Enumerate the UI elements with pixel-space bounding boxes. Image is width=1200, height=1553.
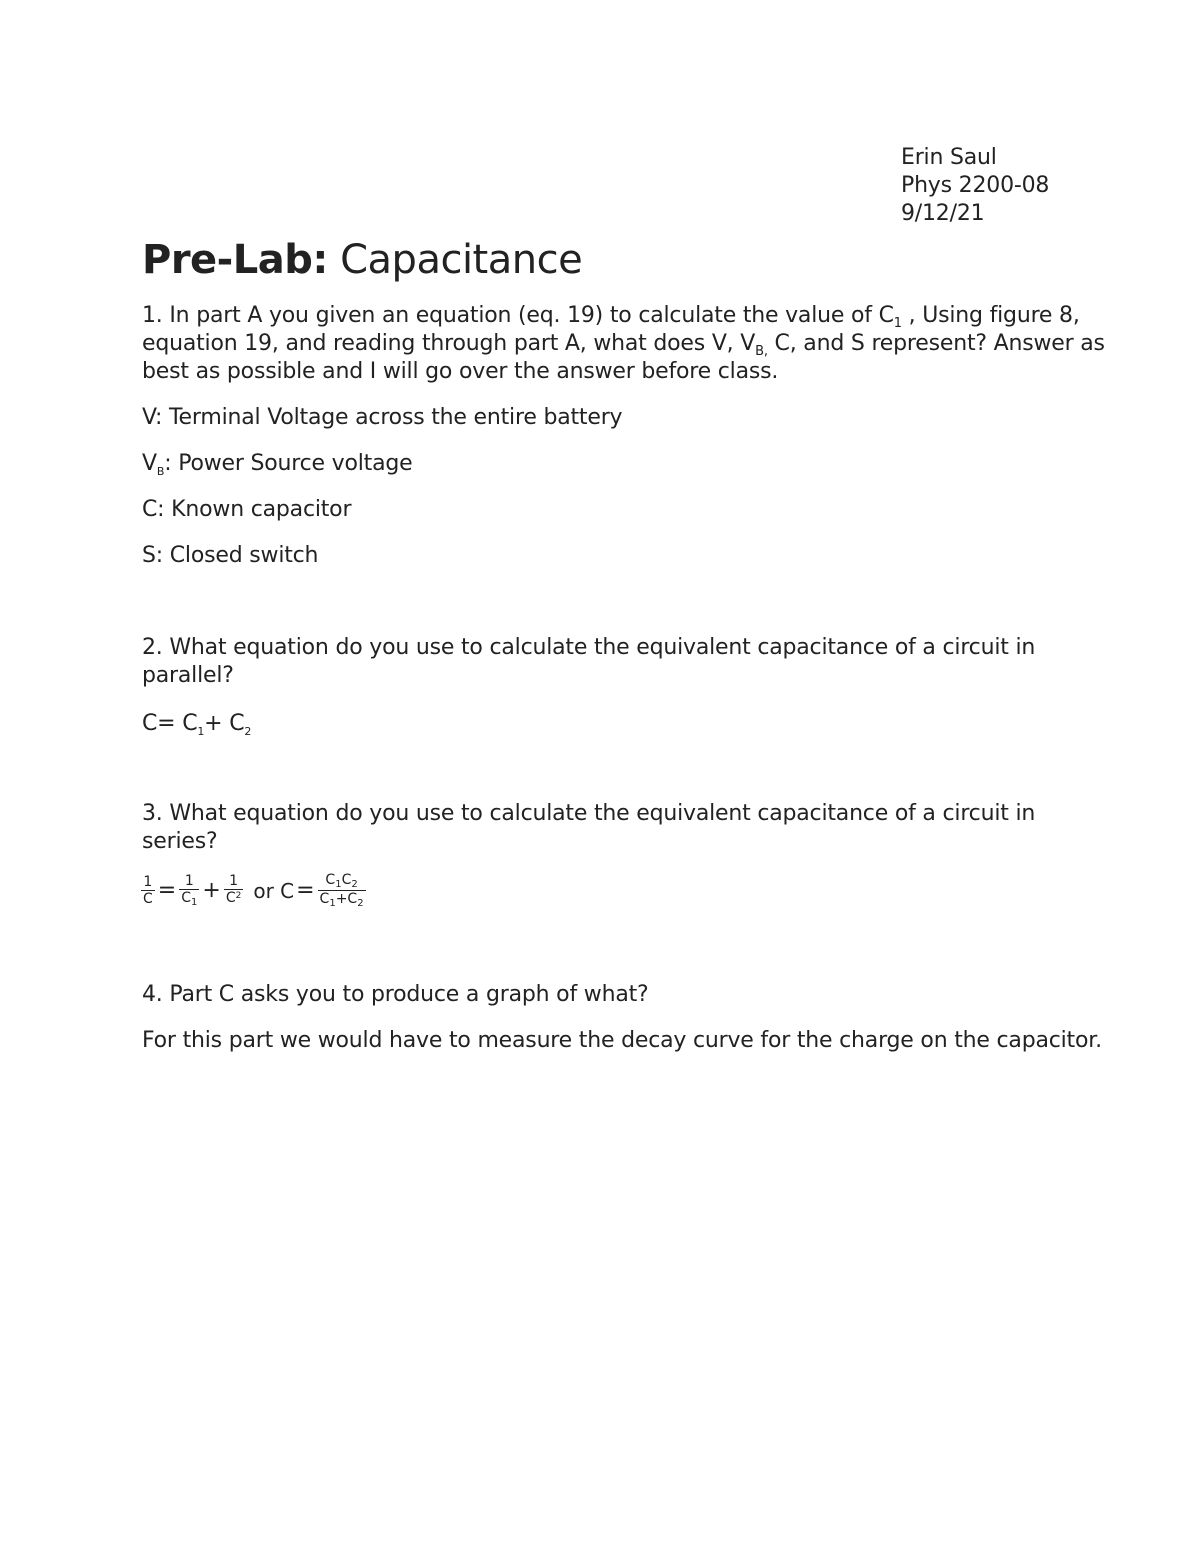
- answer-s: S: Closed switch: [142, 543, 319, 568]
- q1-line-2-subscript: B,: [755, 344, 768, 359]
- q3-line-2: series?: [142, 829, 218, 854]
- q1-line-2: [142, 330, 1105, 361]
- or-c-text: or C: [253, 878, 295, 903]
- plus-sign: +: [202, 878, 221, 903]
- parallel-eq-sub-1: 1: [197, 725, 205, 738]
- f4-num-c2: C: [341, 872, 352, 888]
- q1-line-2-text: equation 19, and reading through part A, what does V, V: [142, 331, 756, 356]
- fraction-1-denominator: C: [143, 891, 153, 907]
- q1-line-2-text-end: C, and S represent? Answer as: [767, 331, 1105, 356]
- fraction-3-denominator: [224, 890, 244, 908]
- f4-num-c1: C: [325, 872, 336, 888]
- answer-vb-symbol: V: [142, 451, 157, 476]
- q3-line-1: 3. What equation do you use to calculate the equivalent capacitance of a circuit in: [142, 801, 1036, 826]
- f4-num-sub-2: 2: [351, 879, 358, 890]
- fraction-2-den-subscript: 1: [191, 897, 198, 908]
- answer-vb-text: : Power Source voltage: [164, 451, 413, 476]
- f4-num-sub-1: 1: [335, 879, 342, 890]
- answer-vb: [142, 450, 413, 481]
- q1-line-1-text-end: , Using figure 8,: [901, 303, 1080, 328]
- equals-sign: =: [157, 878, 177, 903]
- title-rest: Capacitance: [327, 237, 583, 283]
- answer-vb-subscript: B: [156, 465, 165, 478]
- q1-line-1-text: 1. In part A you given an equation (eq. 19) to calculate the value of C: [142, 303, 894, 328]
- q2-line-2: parallel?: [142, 663, 234, 688]
- fraction-3-den-superscript: 2: [235, 891, 242, 901]
- answer-parallel-equation: [142, 710, 251, 741]
- fraction-4-numerator: [318, 872, 366, 891]
- fraction-product-over-sum: [318, 872, 366, 909]
- q1-line-1: [142, 302, 1080, 333]
- answer-series-equation: [140, 872, 367, 909]
- parallel-eq-sub-2: 2: [244, 725, 252, 738]
- fraction-1-over-c2: [224, 873, 244, 908]
- answer-graph: For this part we would have to measure the decay curve for the charge on the capacitor.: [142, 1028, 1102, 1053]
- f4-den-c1: C: [319, 891, 330, 907]
- q2-line-1: 2. What equation do you use to calculate the equivalent capacitance of a circuit in: [142, 635, 1036, 660]
- fraction-2-den-symbol: C: [181, 890, 191, 906]
- fraction-2-denominator: [179, 890, 199, 908]
- q1-line-3: best as possible and I will go over the answer before class.: [142, 359, 779, 384]
- fraction-3-numerator: 1: [224, 873, 244, 890]
- author-name: Erin Saul: [901, 145, 997, 170]
- fraction-4-denominator: [318, 891, 366, 909]
- answer-c: C: Known capacitor: [142, 497, 352, 522]
- title-bold: Pre-Lab:: [142, 237, 328, 283]
- fraction-1-over-c1: [179, 873, 199, 908]
- page-title: [142, 236, 582, 284]
- q1-line-1-subscript: 1: [893, 316, 902, 331]
- parallel-eq-part-2: + C: [204, 711, 245, 736]
- f4-den-sub-1: 1: [329, 898, 336, 909]
- course-code: Phys 2200-08: [901, 173, 1050, 198]
- document-date: 9/12/21: [901, 201, 985, 226]
- f4-den-c2: +C: [335, 891, 358, 907]
- fraction-1-over-c: [141, 874, 155, 907]
- fraction-2-numerator: 1: [179, 873, 199, 890]
- f4-den-sub-2: 2: [357, 898, 364, 909]
- q4-line-1: 4. Part C asks you to produce a graph of what?: [142, 982, 649, 1007]
- equals-sign-2: =: [296, 878, 315, 903]
- answer-v: V: Terminal Voltage across the entire battery: [142, 405, 623, 430]
- fraction-3-den-symbol: C: [225, 890, 236, 906]
- fraction-1-numerator: 1: [141, 874, 155, 891]
- parallel-eq-part-1: C= C: [142, 711, 198, 736]
